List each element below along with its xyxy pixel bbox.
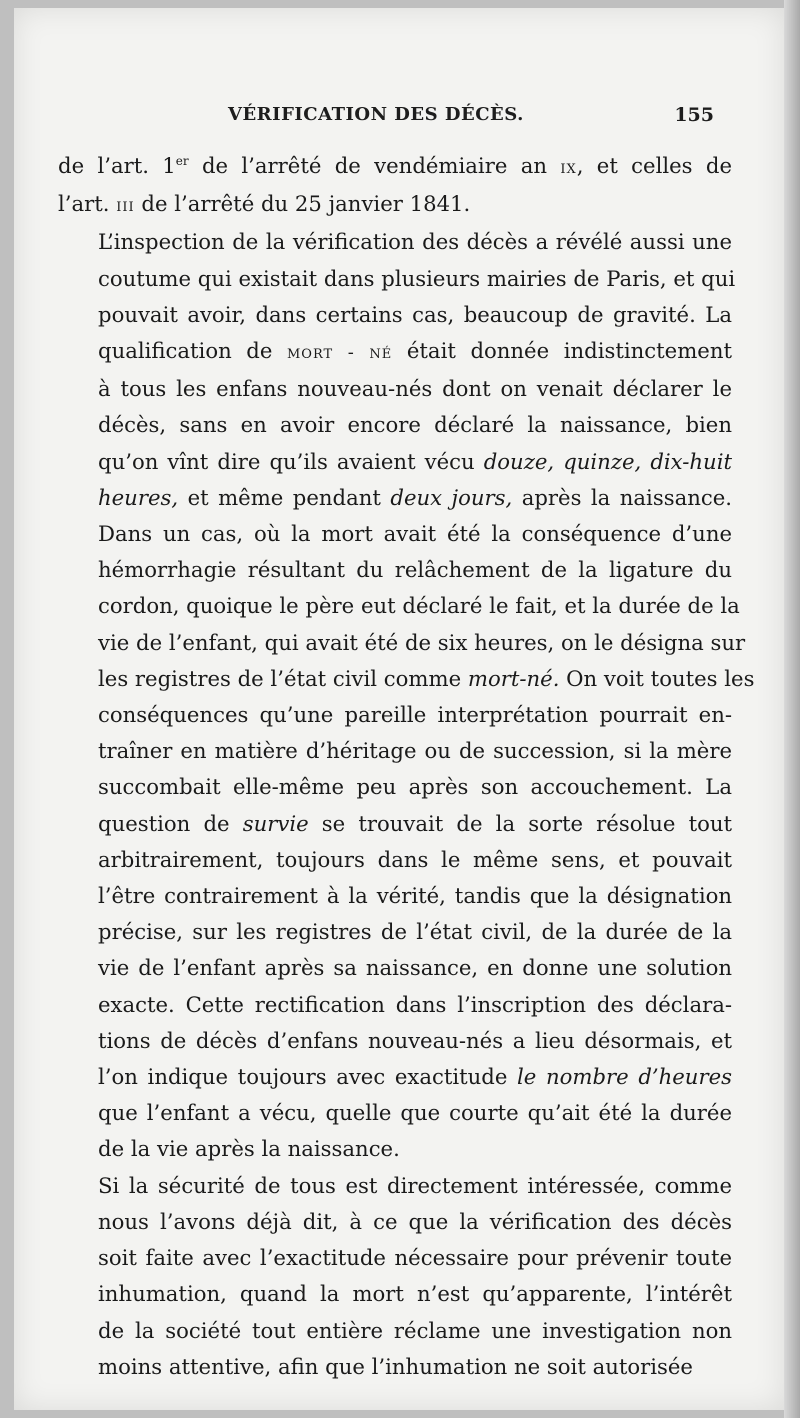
italic-run: survie	[242, 810, 309, 836]
text-line	[58, 261, 736, 297]
text-line	[58, 733, 732, 769]
page-number: 155	[674, 104, 714, 126]
text-line	[58, 1240, 732, 1276]
text-line	[58, 1059, 732, 1095]
text-run: conséquences qu’une pareille interprétation pourrait en-	[98, 702, 732, 728]
text-line	[58, 588, 740, 624]
text-line	[58, 1204, 732, 1240]
paragraph	[58, 148, 732, 224]
text-run: On voit toutes les	[559, 665, 755, 691]
text-run: décès, sans en avoir encore déclaré la naissance, bien	[98, 412, 732, 438]
text-run: nous l’avons déjà dit, à ce que la vérification des décès	[98, 1208, 732, 1234]
text-run: Dans un cas, où la mort avait été la conséquence d’une	[98, 521, 732, 547]
text-run: pouvait avoir, dans certains cas, beaucoup de gravité. La	[98, 301, 732, 327]
text-run: moins attentive, afin que l’inhumation ne soit autorisée	[98, 1353, 693, 1379]
text-line	[58, 297, 732, 333]
small-caps-run: mort - né	[287, 342, 393, 364]
paragraph	[58, 1168, 732, 1385]
text-run: coutume qui existait dans plusieurs mairies de Paris, et qui	[98, 265, 736, 291]
text-line	[58, 371, 732, 407]
text-line	[58, 186, 732, 224]
italic-run: deux jours,	[390, 484, 513, 510]
text-run: l’art.	[58, 191, 117, 217]
text-line	[58, 697, 732, 733]
text-line	[58, 769, 732, 805]
text-run: l’on indique toujours avec exactitude	[98, 1064, 518, 1090]
text-run: question de	[98, 810, 243, 836]
text-line	[58, 1349, 732, 1385]
text-line	[58, 516, 732, 552]
text-run: vie de l’enfant après sa naissance, en donne une solution	[98, 955, 732, 981]
text-run: de l’arrêté de vendémiaire an	[188, 153, 561, 178]
text-line	[58, 1023, 732, 1059]
text-line	[58, 444, 732, 480]
italic-run: douze, quinze, dix-huit	[483, 448, 732, 474]
text-line	[58, 1168, 732, 1204]
text-run: exacte. Cette rectification dans l’inscription des déclara-	[98, 991, 732, 1017]
text-line	[58, 806, 732, 842]
text-run: de la société tout entière réclame une investigation non	[98, 1317, 732, 1343]
text-run: était donnée indistinctement	[392, 338, 732, 364]
small-caps-run: ix	[560, 157, 577, 178]
text-line	[58, 661, 755, 697]
text-run: les registres de l’état civil comme	[98, 665, 468, 691]
text-run: qu’on vînt dire qu’ils avaient vécu	[98, 448, 484, 474]
page-edge	[784, 0, 800, 1418]
text-line	[58, 407, 732, 443]
text-run: et même pendant	[178, 484, 391, 510]
text-line	[58, 480, 732, 516]
text-run: cordon, quoique le père eut déclaré le fait, et la durée de la	[98, 593, 740, 619]
text-line	[58, 625, 746, 661]
text-run: , et celles de	[576, 153, 732, 178]
text-line	[58, 552, 732, 588]
text-run: succombait elle-même peu après son accouchement. La	[98, 774, 732, 800]
small-caps-run: iii	[116, 195, 135, 217]
text-run: se trouvait de la sorte résolue tout	[308, 810, 732, 836]
book-page	[14, 8, 784, 1410]
text-run: arbitrairement, toujours dans le même sens, et pouvait	[98, 846, 732, 872]
text-run: de l’arrêté du 25 janvier 1841.	[134, 191, 471, 217]
text-run: qualification de	[98, 338, 287, 364]
text-line	[58, 914, 732, 950]
text-line	[58, 1095, 732, 1131]
text-run: traîner en matière d’héritage ou de succession, si la mère	[98, 738, 732, 764]
text-run: inhumation, quand la mort n’est qu’apparente, l’intérêt	[98, 1281, 732, 1307]
text-line	[58, 878, 732, 914]
text-line	[58, 1276, 732, 1312]
text-run: hémorrhagie résultant du relâchement de la ligature du	[98, 557, 732, 583]
text-line	[58, 148, 732, 186]
text-line	[58, 950, 732, 986]
text-run: de l’art. 1	[58, 153, 176, 178]
text-run: de la vie après la naissance.	[98, 1136, 400, 1162]
text-run: soit faite avec l’exactitude nécessaire pour prévenir toute	[98, 1245, 732, 1271]
text-run: tions de décès d’enfans nouveau-nés a lieu désormais, et	[98, 1027, 732, 1053]
text-run: après la naissance.	[512, 484, 732, 510]
body-text	[58, 148, 755, 1385]
italic-run: mort-né.	[467, 665, 560, 691]
italic-run: heures,	[98, 484, 179, 510]
running-title: VÉRIFICATION DES DÉCÈS.	[228, 104, 524, 125]
text-line	[58, 224, 732, 260]
page-header	[58, 100, 714, 134]
text-run: L’inspection de la vérification des décès a révélé aussi une	[98, 229, 732, 255]
text-run: l’être contrairement à la vérité, tandis que la désignation	[98, 883, 732, 909]
text-run: vie de l’enfant, qui avait été de six heures, on le désigna sur	[98, 629, 746, 655]
text-line	[58, 333, 732, 371]
text-run: précise, sur les registres de l’état civil, de la durée de la	[98, 919, 732, 945]
text-line	[58, 1131, 732, 1167]
text-run: que l’enfant a vécu, quelle que courte qu’ait été la durée	[98, 1100, 732, 1126]
paragraph	[58, 224, 755, 1167]
text-run: Si la sécurité de tous est directement intéressée, comme	[98, 1172, 732, 1198]
superscript: er	[175, 153, 189, 168]
text-line	[58, 987, 732, 1023]
text-run: à tous les enfans nouveau-nés dont on venait déclarer le	[98, 376, 732, 402]
italic-run: le nombre d’heures	[517, 1064, 732, 1090]
text-line	[58, 1313, 732, 1349]
text-line	[58, 842, 732, 878]
